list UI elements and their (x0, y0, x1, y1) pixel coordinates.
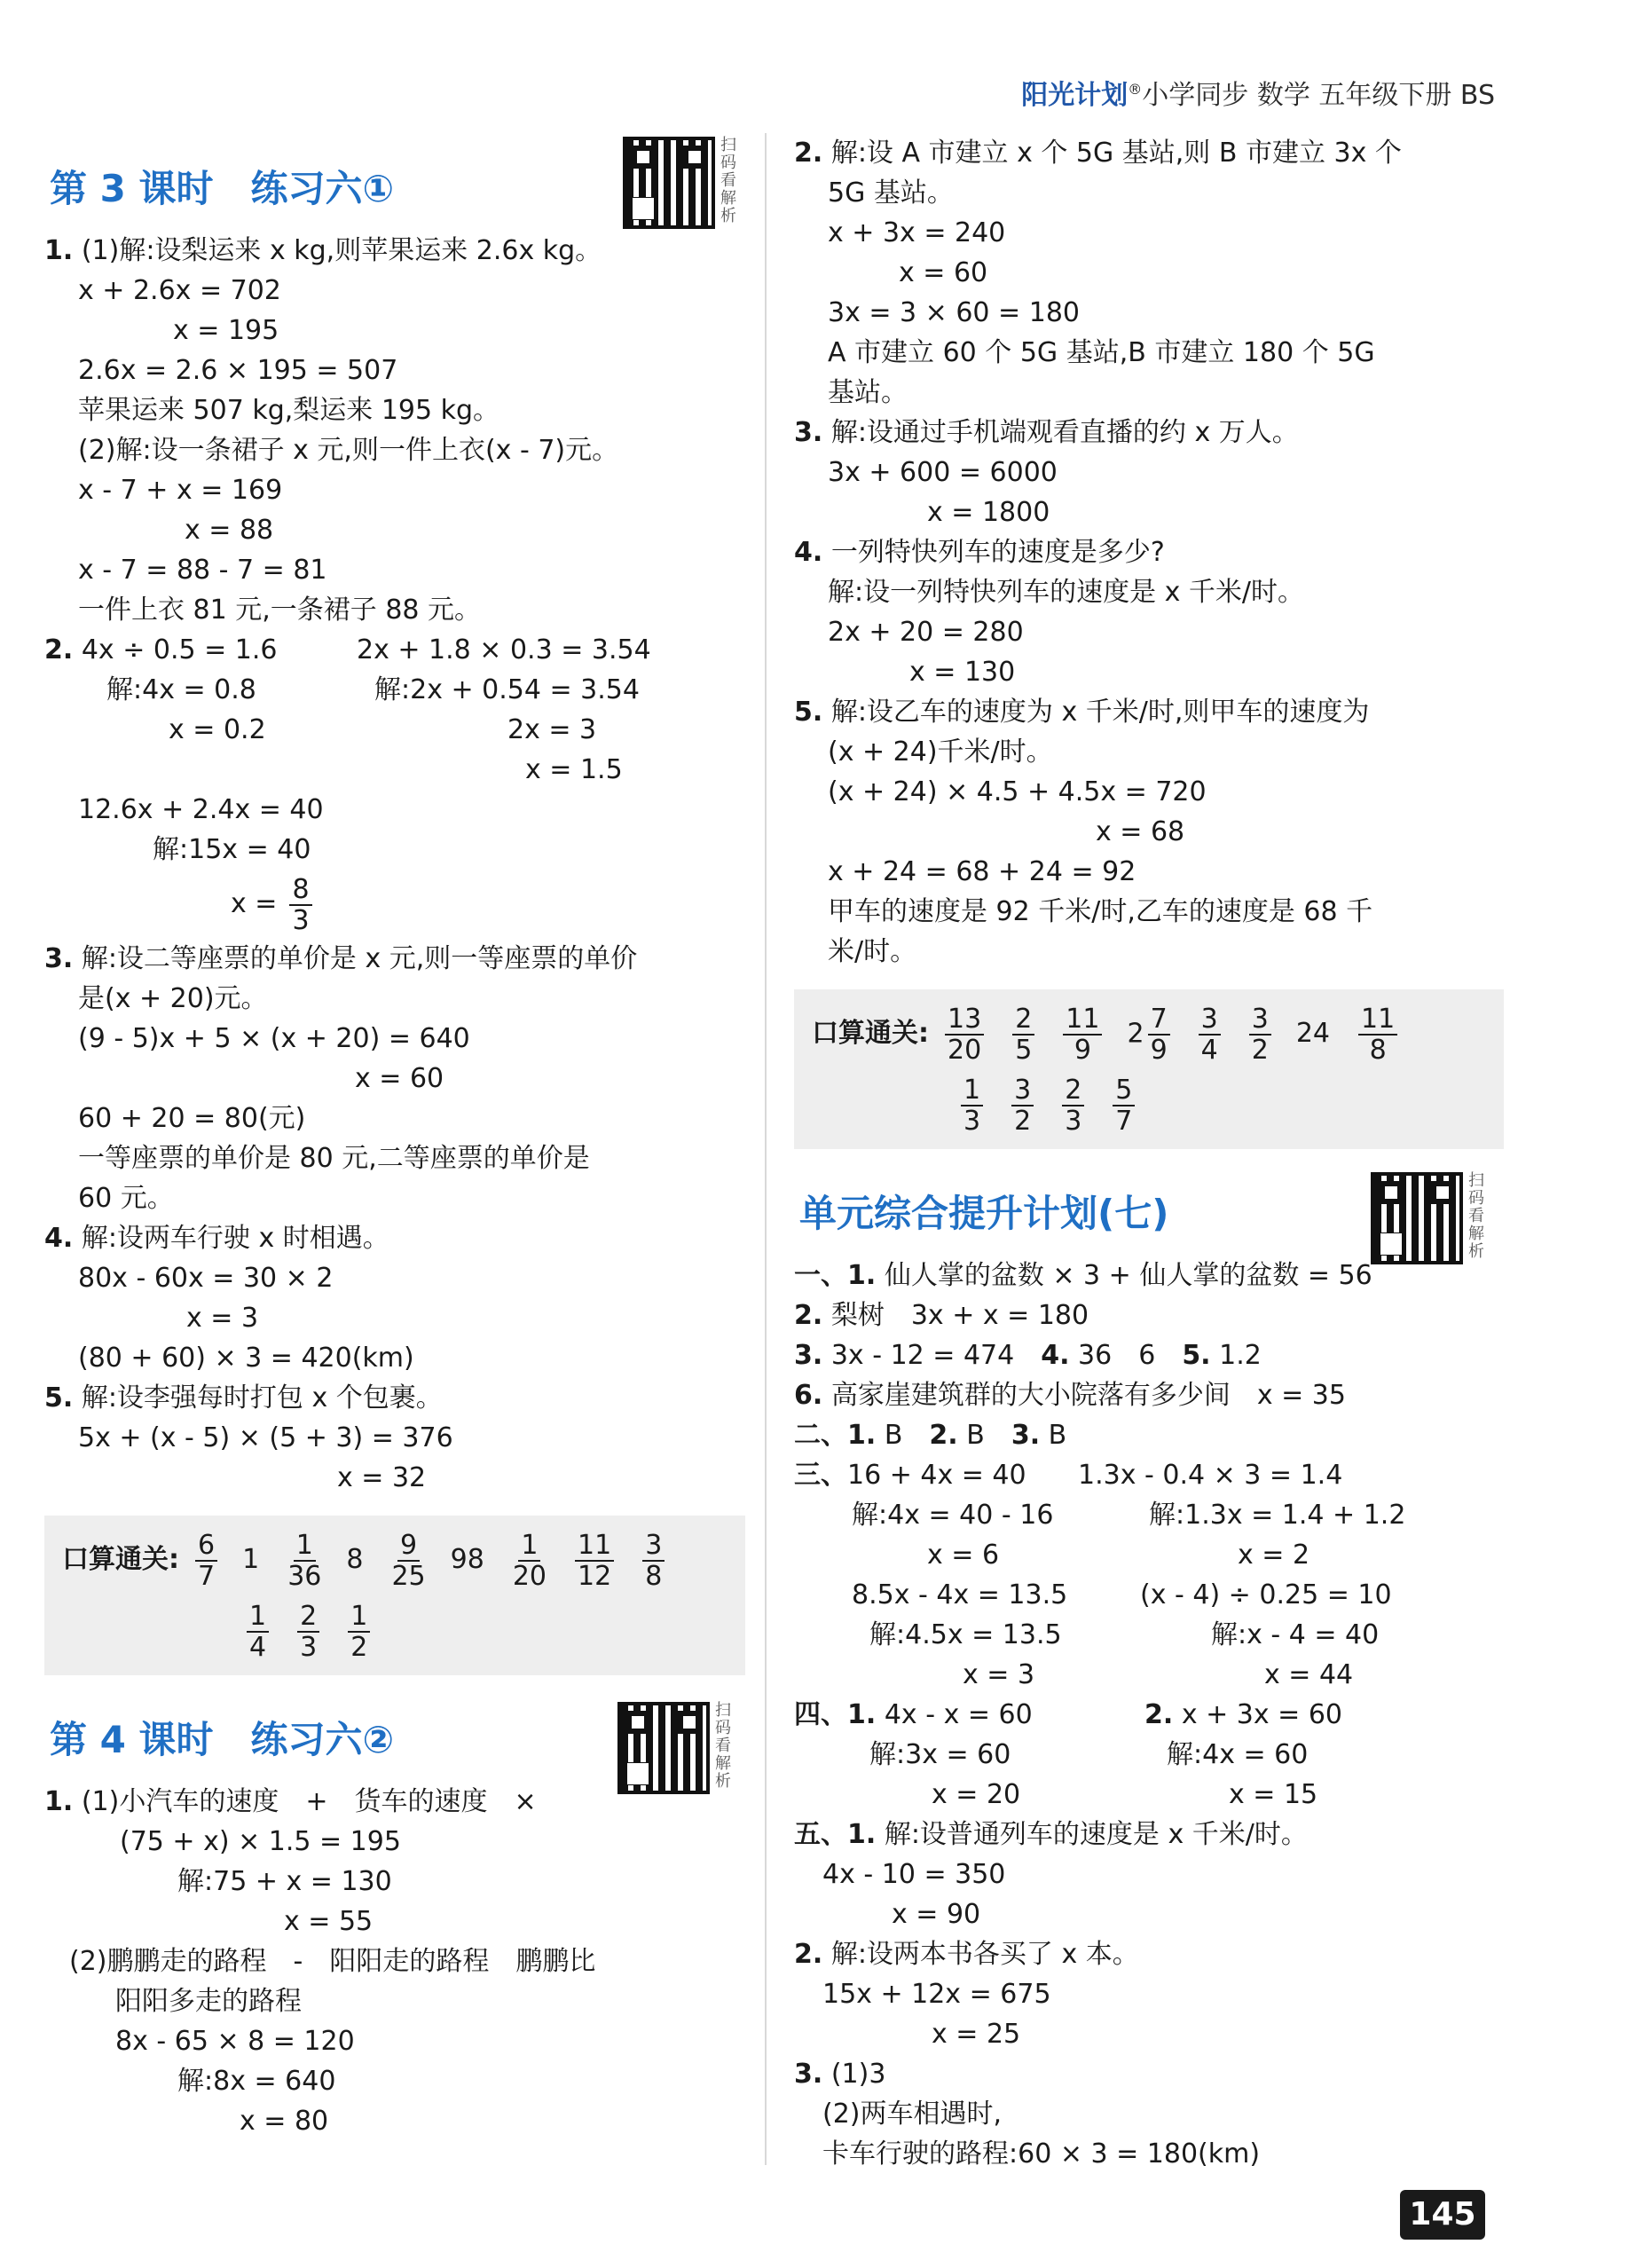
denominator: 5 (1015, 1034, 1033, 1066)
answer-line: 一、1. 仙人掌的盆数 × 3 + 仙人掌的盆数 = 56 (794, 1260, 1372, 1291)
denominator: 7 (198, 1560, 216, 1592)
section-title: 第 4 课时 练习六② (50, 1718, 395, 1761)
fraction (297, 1602, 319, 1662)
answer-line: 12.6x + 2.4x = 40 (78, 794, 324, 825)
whole-part: 2 (1127, 1018, 1144, 1050)
answer-line: (9 - 5)x + 5 × (x + 20) = 640 (78, 1023, 470, 1054)
oral-answer: 24 (1295, 1018, 1331, 1049)
fraction: $\frac{8}{3}$ (289, 875, 311, 935)
oral-answer (1355, 1003, 1397, 1066)
denominator: 3 (963, 1105, 981, 1137)
answer-line: 四、1. 4x - x = 60 2. x + 3x = 60 (794, 1699, 1343, 1730)
answer-line: 1. (1)小汽车的速度 + 货车的速度 × (44, 1786, 537, 1817)
answer-line: (x + 24)千米/时。 (828, 736, 1053, 768)
answer-line: 4x - 10 = 350 (822, 1859, 1006, 1890)
numerator: 1 (247, 1602, 269, 1633)
oral-answer (639, 1529, 665, 1592)
numerator: 5 (1113, 1075, 1135, 1106)
answer-line: 5x + (x - 5) × (5 + 3) = 376 (78, 1422, 453, 1453)
answer-line: x = 80 (240, 2106, 329, 2137)
section-lesson-3 (44, 133, 745, 231)
fraction (1062, 1075, 1084, 1136)
denominator: 8 (1369, 1034, 1387, 1066)
answer-line: x = 60 (899, 257, 988, 288)
qr-code-icon[interactable] (617, 1702, 710, 1794)
numerator: 7 (1148, 1004, 1170, 1036)
answer-line: 5G 基站。 (828, 177, 954, 209)
answer-line: 2. 4x ÷ 0.5 = 1.6 2x + 1.8 × 0.3 = 3.54 (44, 634, 651, 665)
fraction (1012, 1004, 1034, 1065)
answer-line: 2. 梨树 3x + x = 180 (794, 1300, 1089, 1331)
answer-line: x = 20 x = 15 (932, 1779, 1318, 1810)
denominator: 2 (1251, 1034, 1269, 1066)
denominator: 9 (1074, 1034, 1091, 1066)
oral-calc-row (812, 1069, 1486, 1140)
answer-line: 解:4x = 40 - 16 解:1.3x = 1.4 + 1.2 (852, 1500, 1406, 1531)
answer-line: x = 32 (337, 1462, 427, 1493)
fraction (1113, 1075, 1135, 1136)
answer-line: 6. 高家崖建筑群的大小院落有多少间 x = 35 (794, 1380, 1346, 1411)
answer-line: x - 7 = 88 - 7 = 81 (78, 555, 327, 586)
answer-line: x = 195 (173, 315, 279, 346)
denominator: 3 (300, 1631, 318, 1663)
section-unit-review (794, 1158, 1504, 1261)
oral-answer: 8 (346, 1544, 364, 1575)
numerator: 9 (397, 1531, 420, 1562)
answer-line: A 市建立 60 个 5G 基站,B 市建立 180 个 5G (828, 337, 1375, 368)
fraction (945, 1004, 984, 1065)
answer-line: x = 88 (185, 515, 274, 546)
qr-code-icon[interactable] (1371, 1172, 1463, 1264)
oral-calc-box (794, 989, 1504, 1149)
fraction (1063, 1004, 1102, 1065)
fraction (195, 1531, 217, 1591)
oral-answer (1246, 1003, 1271, 1066)
numerator: 2 (1062, 1075, 1084, 1106)
answer-line: (2)两车相遇时, (822, 2099, 1003, 2130)
denominator: 3 (1065, 1105, 1082, 1137)
oral-calc-row (62, 1524, 727, 1595)
answer-line: x = 3 (186, 1303, 259, 1334)
oral-answer (294, 1600, 319, 1663)
numerator: 6 (195, 1531, 217, 1562)
numerator: 3 (1199, 1004, 1221, 1036)
answer-line: (2)鹏鹏走的路程 - 阳阳走的路程 鹏鹏比 (69, 1946, 596, 1977)
numerator: 1 (294, 1531, 316, 1562)
numerator: 2 (297, 1602, 319, 1633)
numerator: 13 (945, 1004, 984, 1036)
section-lesson-4 (44, 1684, 745, 1791)
denominator: 12 (578, 1560, 612, 1592)
answer-line: 1. (1)解:设梨运来 x kg,则苹果运来 2.6x kg。 (44, 235, 602, 266)
answer-line: 3. 解:设二等座票的单价是 x 元,则一等座票的单价 (44, 943, 638, 974)
answer-line: x = 6 x = 2 (927, 1540, 1310, 1571)
answer-line: 解:75 + x = 130 (177, 1866, 392, 1897)
denominator: 4 (249, 1631, 267, 1663)
numerator: 11 (1358, 1004, 1397, 1036)
fraction (348, 1602, 370, 1662)
answer-line: 80x - 60x = 30 × 2 (78, 1263, 334, 1294)
denominator: 7 (1115, 1105, 1133, 1137)
answer-line: 苹果运来 507 kg,梨运来 195 kg。 (78, 395, 500, 426)
denominator: 2 (350, 1631, 368, 1663)
oral-calc-box (44, 1516, 745, 1675)
answer-line: 8x - 65 × 8 = 120 (115, 2026, 355, 2057)
oral-answer (941, 1003, 984, 1066)
answer-line: 4. 解:设两车行驶 x 时相遇。 (44, 1223, 389, 1254)
fraction (1148, 1004, 1170, 1065)
answer-line: 3. (1)3 (794, 2059, 886, 2090)
numerator: 2 (1012, 1004, 1034, 1036)
answer-line: (x + 24) × 4.5 + 4.5x = 720 (828, 776, 1207, 807)
oral-answer (509, 1529, 547, 1592)
answer-line: x = 0.2 2x = 3 (169, 714, 597, 745)
oral-calc-label: 口算通关: (62, 1544, 179, 1575)
right-column (794, 133, 1504, 2174)
qr-caption: 扫码看解析 (720, 136, 736, 225)
answer-line: x = 68 (1096, 816, 1185, 847)
answer-line: 一等座票的单价是 80 元,二等座票的单价是 (78, 1143, 590, 1174)
column-divider (765, 133, 767, 2165)
brand-name: 阳光计划 (1021, 80, 1129, 111)
numerator: 3 (1249, 1004, 1271, 1036)
qr-code-icon[interactable] (623, 137, 715, 229)
answer-line: x + 3x = 240 (828, 217, 1006, 248)
answer-line: x = 130 (909, 657, 1016, 688)
page-header (1021, 73, 1495, 112)
answer-line: 3. 3x - 12 = 474 4. 36 6 5. 1.2 (794, 1340, 1262, 1371)
denominator: 9 (1150, 1034, 1168, 1066)
fraction (1249, 1004, 1271, 1065)
denominator: 20 (512, 1560, 547, 1592)
fraction (1011, 1075, 1034, 1136)
answer-line: 米/时。 (828, 936, 917, 967)
answer-line: (80 + 60) × 3 = 420(km) (78, 1343, 414, 1374)
denominator: 36 (287, 1560, 322, 1592)
denominator: 4 (1200, 1034, 1218, 1066)
answer-line: x + 24 = 68 + 24 = 92 (828, 856, 1136, 887)
numerator: 1 (348, 1602, 370, 1633)
answer-line: x = 90 (892, 1899, 981, 1930)
answer-line: 2. 解:设两本书各买了 x 本。 (794, 1939, 1139, 1970)
page-number: 145 (1400, 2190, 1485, 2240)
answer-line: 一件上衣 81 元,一条裙子 88 元。 (78, 595, 482, 626)
oral-answer (957, 1074, 983, 1137)
oral-answer (1058, 1074, 1084, 1137)
answer-line: 2x + 20 = 280 (828, 617, 1024, 648)
denominator: 20 (948, 1034, 982, 1066)
denominator: 8 (645, 1560, 663, 1592)
book-subtitle: 小学同步 数学 五年级下册 BS (1142, 80, 1495, 111)
answer-line: x = 60 (355, 1063, 444, 1094)
answer-line: 基站。 (828, 377, 908, 408)
oral-answer: 1 (242, 1544, 260, 1575)
fraction (575, 1531, 614, 1591)
oral-answer (1009, 1003, 1034, 1066)
answer-line: 3. 解:设通过手机端观看直播的约 x 万人。 (794, 417, 1299, 448)
answer-line: 2. 解:设 A 市建立 x 个 5G 基站,则 B 市建立 3x 个 (794, 138, 1402, 169)
numerator: 3 (1011, 1075, 1034, 1106)
numerator: 11 (1063, 1004, 1102, 1036)
oral-answer (388, 1529, 426, 1592)
answer-line: x = 55 (284, 1906, 374, 1937)
answer-line: 二、1. B 2. B 3. B (794, 1420, 1067, 1451)
answer-line: 解:设一列特快列车的速度是 x 千米/时。 (828, 577, 1305, 608)
oral-answer (1059, 1003, 1102, 1066)
oral-answer (571, 1529, 614, 1592)
numerator: 1 (961, 1075, 983, 1106)
oral-answer (1008, 1074, 1034, 1137)
oral-answer: 98 (450, 1544, 484, 1575)
oral-calc-row (812, 998, 1486, 1069)
oral-answer (1109, 1074, 1135, 1137)
fraction (1358, 1004, 1397, 1065)
answer-line: 解:8x = 640 (177, 2066, 336, 2097)
answer-line: 60 + 20 = 80(元) (78, 1103, 306, 1134)
answer-line: 五、1. 解:设普通列车的速度是 x 千米/时。 (794, 1819, 1308, 1850)
oral-calc-label: 口算通关: (812, 1018, 929, 1049)
left-column (44, 133, 745, 2141)
oral-answer (192, 1529, 217, 1592)
section-title: 第 3 课时 练习六① (50, 167, 395, 210)
answer-line: 解:4x = 0.8 解:2x + 0.54 = 3.54 (106, 674, 640, 705)
answer-line: 5. 解:设李强每时打包 x 个包裹。 (44, 1382, 443, 1414)
answer-line: 解:4.5x = 13.5 解:x - 4 = 40 (869, 1619, 1380, 1650)
answer-line: 解:3x = 60 解:4x = 60 (869, 1739, 1309, 1770)
answer-line: x = 3 x = 44 (963, 1659, 1354, 1690)
answer-line: x = 1.5 (525, 754, 623, 785)
answer-line: x = 1800 (927, 497, 1050, 528)
oral-answer (344, 1600, 370, 1663)
answer-line: 是(x + 20)元。 (78, 983, 268, 1014)
answer-line: x + 2.6x = 702 (78, 275, 281, 306)
answer-line: 3x = 3 × 60 = 180 (828, 297, 1080, 328)
answer-line: 60 元。 (78, 1183, 174, 1214)
answer-line: 15x + 12x = 675 (822, 1979, 1051, 2010)
registered-mark: ® (1128, 81, 1143, 98)
answer-line: 8.5x - 4x = 13.5 (x - 4) ÷ 0.25 = 10 (852, 1579, 1392, 1610)
fraction (513, 1531, 547, 1591)
answer-line: 卡车行驶的路程:60 × 3 = 180(km) (822, 2138, 1261, 2170)
answer-line: 解:15x = 40 (153, 834, 311, 865)
oral-answer (1195, 1003, 1221, 1066)
answer-line: 三、16 + 4x = 40 1.3x - 0.4 × 3 = 1.4 (794, 1460, 1343, 1491)
fraction (391, 1531, 425, 1591)
section-title: 单元综合提升计划(七) (799, 1192, 1169, 1235)
oral-answer (243, 1600, 269, 1663)
answer-line: 4. 一列特快列车的速度是多少? (794, 537, 1165, 568)
oral-calc-row (62, 1595, 727, 1666)
answer-line: 甲车的速度是 92 千米/时,乙车的速度是 68 千 (828, 896, 1373, 927)
answer-line: 5. 解:设乙车的速度为 x 千米/时,则甲车的速度为 (794, 697, 1370, 728)
answer-line: x = $\frac{8}{3}$ (44, 870, 745, 939)
answer-line: x = 25 (932, 2019, 1021, 2050)
qr-caption: 扫码看解析 (1468, 1171, 1484, 1261)
answer-line: 阳阳多走的路程 (115, 1986, 302, 2017)
denominator: 25 (391, 1560, 426, 1592)
denominator: 2 (1014, 1105, 1032, 1137)
oral-answer (284, 1529, 322, 1592)
answer-line: (2)解:设一条裙子 x 元,则一件上衣(x - 7)元。 (78, 435, 619, 466)
answer-line: 2.6x = 2.6 × 195 = 507 (78, 355, 398, 386)
fraction (247, 1602, 269, 1662)
numerator: 3 (642, 1531, 665, 1562)
oral-answer (1127, 1003, 1169, 1066)
fraction (287, 1531, 321, 1591)
numerator: 11 (575, 1531, 614, 1562)
numerator: 1 (518, 1531, 540, 1562)
qr-caption: 扫码看解析 (715, 1701, 731, 1791)
fraction (642, 1531, 665, 1591)
answer-line: (75 + x) × 1.5 = 195 (120, 1826, 401, 1857)
fraction (961, 1075, 983, 1136)
answer-line: 3x + 600 = 6000 (828, 457, 1058, 488)
fraction (1199, 1004, 1221, 1065)
answer-line: x - 7 + x = 169 (78, 475, 283, 506)
